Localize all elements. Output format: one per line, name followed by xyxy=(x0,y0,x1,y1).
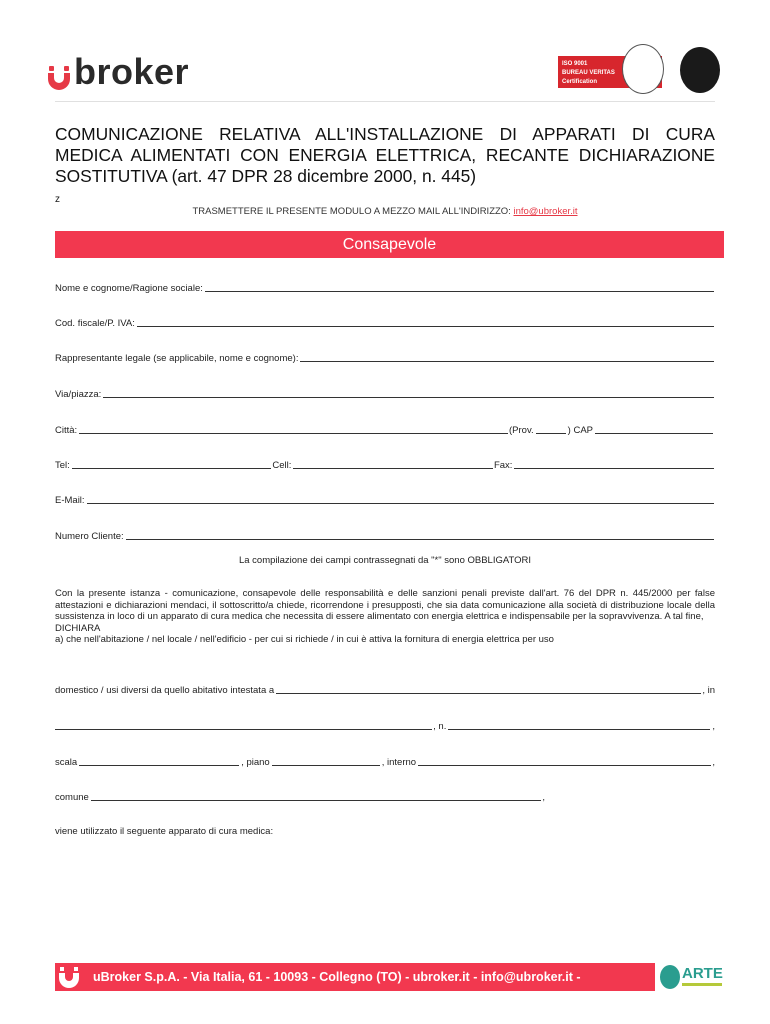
footer-logo-icon xyxy=(55,963,83,991)
label-tel: Tel: xyxy=(55,460,70,471)
label-cell: Cell: xyxy=(272,460,292,471)
label-domestico: domestico / usi diversi da quello abitativo intestata a xyxy=(55,685,275,696)
accredia-logo-icon xyxy=(680,47,720,93)
label-prov: (Prov. xyxy=(509,425,534,436)
paragraph-dichiara: DICHIARA xyxy=(55,622,101,634)
field-indirizzo[interactable] xyxy=(55,721,715,732)
label-rappresentante: Rappresentante legale (se applicabile, nome e cognome): xyxy=(55,353,299,364)
apparato-label xyxy=(55,826,715,837)
label-comma-2: , xyxy=(712,757,715,768)
label-piano: , piano xyxy=(241,757,270,768)
field-rappresentante[interactable] xyxy=(55,353,715,364)
label-comune: comune xyxy=(55,792,89,803)
label-comma-1: , xyxy=(712,721,715,732)
transmit-text: TRASMETTERE IL PRESENTE MODULO A MEZZO MAIL ALL'INDIRIZZO: xyxy=(192,206,514,217)
label-apparato: viene utilizzato il seguente apparato di cura medica: xyxy=(55,826,274,837)
header-divider xyxy=(55,101,715,102)
label-n: , n. xyxy=(433,721,447,732)
label-comma-3: , xyxy=(542,792,545,803)
field-intestata[interactable] xyxy=(55,685,715,696)
label-nome: Nome e cognome/Ragione sociale: xyxy=(55,283,203,294)
paragraph-body: Con la presente istanza - comunicazione, consapevole delle responsabilità e delle sanzioni penali previste dall'art. 76 del DPR n. 445/2000 per false attestazioni e dichiarazioni mendaci, il sottoscritto/a chiede, ricorrendone i presupposti, che sia data comunicazione alla società di distribuzione locale della sussistenza in loco di un apparato di cura medica che necessita di essere alimentato con energia elettrica e indispensabile per la sopravvivenza. A tal fine, xyxy=(55,588,715,623)
arte-globe-icon xyxy=(660,965,680,989)
label-interno: , interno xyxy=(381,757,417,768)
field-contacts[interactable] xyxy=(55,460,715,471)
declaration-paragraph xyxy=(55,588,715,646)
certification-seal-icon xyxy=(622,44,664,94)
z-mark: z xyxy=(55,194,60,205)
label-citta: Città: xyxy=(55,425,78,436)
field-cf[interactable] xyxy=(55,318,715,329)
label-fax: Fax: xyxy=(493,460,513,471)
field-via[interactable] xyxy=(55,389,715,400)
label-email: E-Mail: xyxy=(55,495,85,506)
ubroker-logo-icon xyxy=(48,66,70,90)
arte-underline xyxy=(682,983,722,986)
field-comune[interactable] xyxy=(55,792,545,803)
label-in: , in xyxy=(702,685,715,696)
transmit-instruction xyxy=(55,206,715,217)
section-banner: Consapevole xyxy=(55,231,724,258)
field-citta[interactable] xyxy=(55,425,715,436)
ubroker-logo xyxy=(48,52,189,92)
label-scala: scala xyxy=(55,757,78,768)
arte-text: ARTE xyxy=(682,965,723,982)
field-email[interactable] xyxy=(55,495,715,506)
label-cap: ) CAP xyxy=(567,425,593,436)
field-scala[interactable] xyxy=(55,757,715,768)
cert-line-3: Certification xyxy=(562,79,598,85)
arte-logo xyxy=(660,963,724,993)
field-numero-cliente[interactable] xyxy=(55,531,715,542)
cert-line-1: ISO 9001 xyxy=(562,61,588,67)
field-nome[interactable] xyxy=(55,283,715,294)
brand-name: broker xyxy=(74,51,190,92)
transmit-email-link[interactable]: info@ubroker.it xyxy=(513,206,578,217)
footer-banner: uBroker S.p.A. - Via Italia, 61 - 10093 - Collegno (TO) - ubroker.it - info@ubroker.it - ubroker@pec.it xyxy=(55,963,655,991)
cert-line-2: BUREAU VERITAS xyxy=(562,70,615,76)
label-numero-cliente: Numero Cliente: xyxy=(55,531,124,542)
document-title: COMUNICAZIONE RELATIVA ALL'INSTALLAZIONE DI APPARATI DI CURA MEDICA ALIMENTATI CON ENERGIA ELETTRICA, RECANTE DICHIARAZIONE SOSTITUTIVA (art. 47 DPR 28 dicembre 2000, n. 445) xyxy=(55,124,715,186)
mandatory-note: La compilazione dei campi contrassegnati da "*" sono OBBLIGATORI xyxy=(238,555,532,566)
label-cf: Cod. fiscale/P. IVA: xyxy=(55,318,135,329)
paragraph-point-a: a) che nell'abitazione / nel locale / nell'edificio - per cui si richiede / in cui è attiva la fornitura di energia elettrica per uso xyxy=(55,634,554,646)
label-via: Via/piazza: xyxy=(55,389,102,400)
